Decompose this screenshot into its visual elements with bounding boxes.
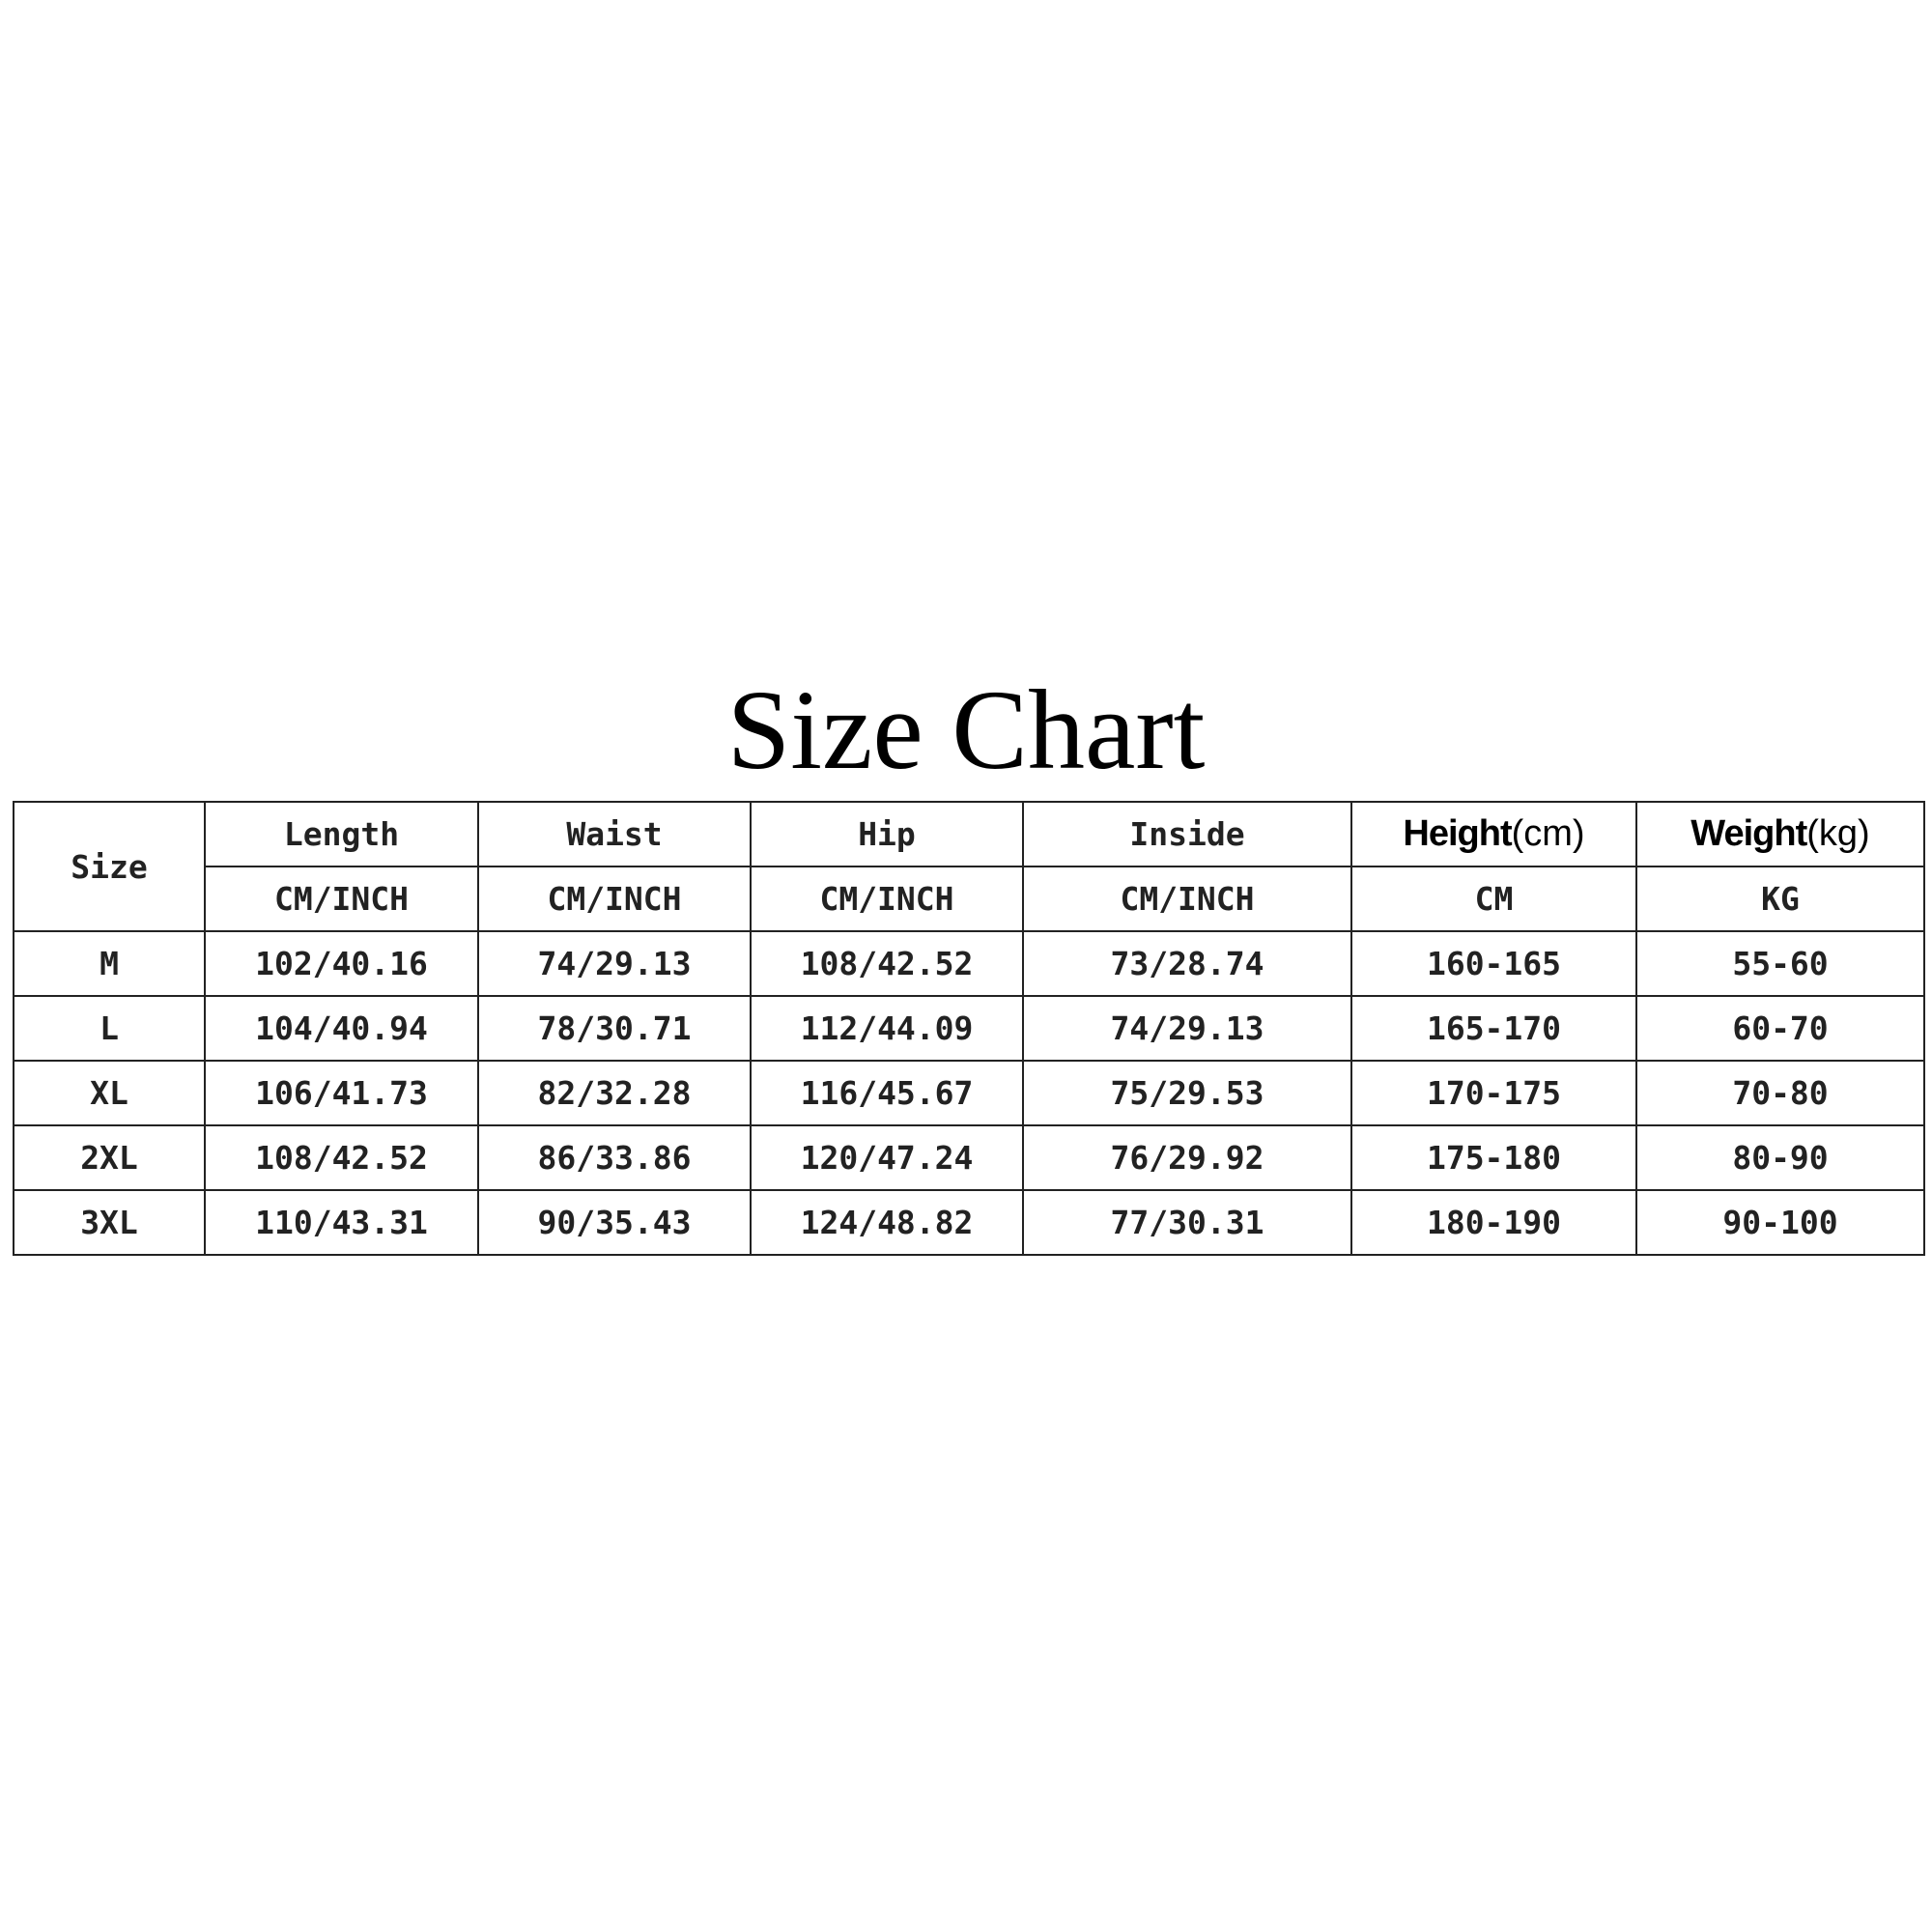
- length-cell: 106/41.73: [205, 1061, 478, 1125]
- waist-cell: 90/35.43: [478, 1190, 751, 1255]
- waist-cell: 74/29.13: [478, 931, 751, 996]
- size-cell: M: [14, 931, 205, 996]
- weight-cell: 60-70: [1636, 996, 1924, 1061]
- size-column-header: Size: [14, 802, 205, 931]
- unit-row: [14, 867, 1924, 931]
- height-header-label: Height: [1403, 813, 1512, 854]
- inside-cell: 73/28.74: [1023, 931, 1351, 996]
- height-cell: 175-180: [1351, 1125, 1636, 1190]
- weight-header-unit: (kg): [1806, 813, 1870, 854]
- table-row: [14, 931, 1924, 996]
- inside-cell: 76/29.92: [1023, 1125, 1351, 1190]
- length-unit: CM/INCH: [205, 867, 478, 931]
- waist-cell: 78/30.71: [478, 996, 751, 1061]
- height-cell: 180-190: [1351, 1190, 1636, 1255]
- height-unit: CM: [1351, 867, 1636, 931]
- hip-cell: 112/44.09: [751, 996, 1023, 1061]
- waist-cell: 82/32.28: [478, 1061, 751, 1125]
- size-cell: L: [14, 996, 205, 1061]
- inside-cell: 74/29.13: [1023, 996, 1351, 1061]
- weight-cell: 80-90: [1636, 1125, 1924, 1190]
- inside-unit: CM/INCH: [1023, 867, 1351, 931]
- waist-unit: CM/INCH: [478, 867, 751, 931]
- size-cell: XL: [14, 1061, 205, 1125]
- height-column-header: [1351, 802, 1636, 867]
- page-title: Size Chart: [726, 667, 1206, 793]
- size-chart-table: [13, 801, 1925, 1256]
- length-cell: 104/40.94: [205, 996, 478, 1061]
- weight-header-label: Weight: [1690, 813, 1807, 854]
- waist-column-header: Waist: [478, 802, 751, 867]
- hip-cell: 120/47.24: [751, 1125, 1023, 1190]
- length-cell: 110/43.31: [205, 1190, 478, 1255]
- length-cell: 108/42.52: [205, 1125, 478, 1190]
- height-cell: 165-170: [1351, 996, 1636, 1061]
- hip-cell: 108/42.52: [751, 931, 1023, 996]
- length-cell: 102/40.16: [205, 931, 478, 996]
- inside-cell: 75/29.53: [1023, 1061, 1351, 1125]
- weight-cell: 70-80: [1636, 1061, 1924, 1125]
- size-cell: 2XL: [14, 1125, 205, 1190]
- hip-column-header: Hip: [751, 802, 1023, 867]
- table-row: [14, 1190, 1924, 1255]
- weight-column-header: [1636, 802, 1924, 867]
- table-row: [14, 996, 1924, 1061]
- weight-unit: KG: [1636, 867, 1924, 931]
- weight-cell: 90-100: [1636, 1190, 1924, 1255]
- waist-cell: 86/33.86: [478, 1125, 751, 1190]
- table-row: [14, 1125, 1924, 1190]
- size-cell: 3XL: [14, 1190, 205, 1255]
- hip-cell: 124/48.82: [751, 1190, 1023, 1255]
- hip-unit: CM/INCH: [751, 867, 1023, 931]
- inside-cell: 77/30.31: [1023, 1190, 1351, 1255]
- hip-cell: 116/45.67: [751, 1061, 1023, 1125]
- table-row: [14, 1061, 1924, 1125]
- weight-cell: 55-60: [1636, 931, 1924, 996]
- height-cell: 160-165: [1351, 931, 1636, 996]
- header-row: [14, 802, 1924, 867]
- inside-column-header: Inside: [1023, 802, 1351, 867]
- height-cell: 170-175: [1351, 1061, 1636, 1125]
- height-header-unit: (cm): [1511, 813, 1585, 854]
- length-column-header: Length: [205, 802, 478, 867]
